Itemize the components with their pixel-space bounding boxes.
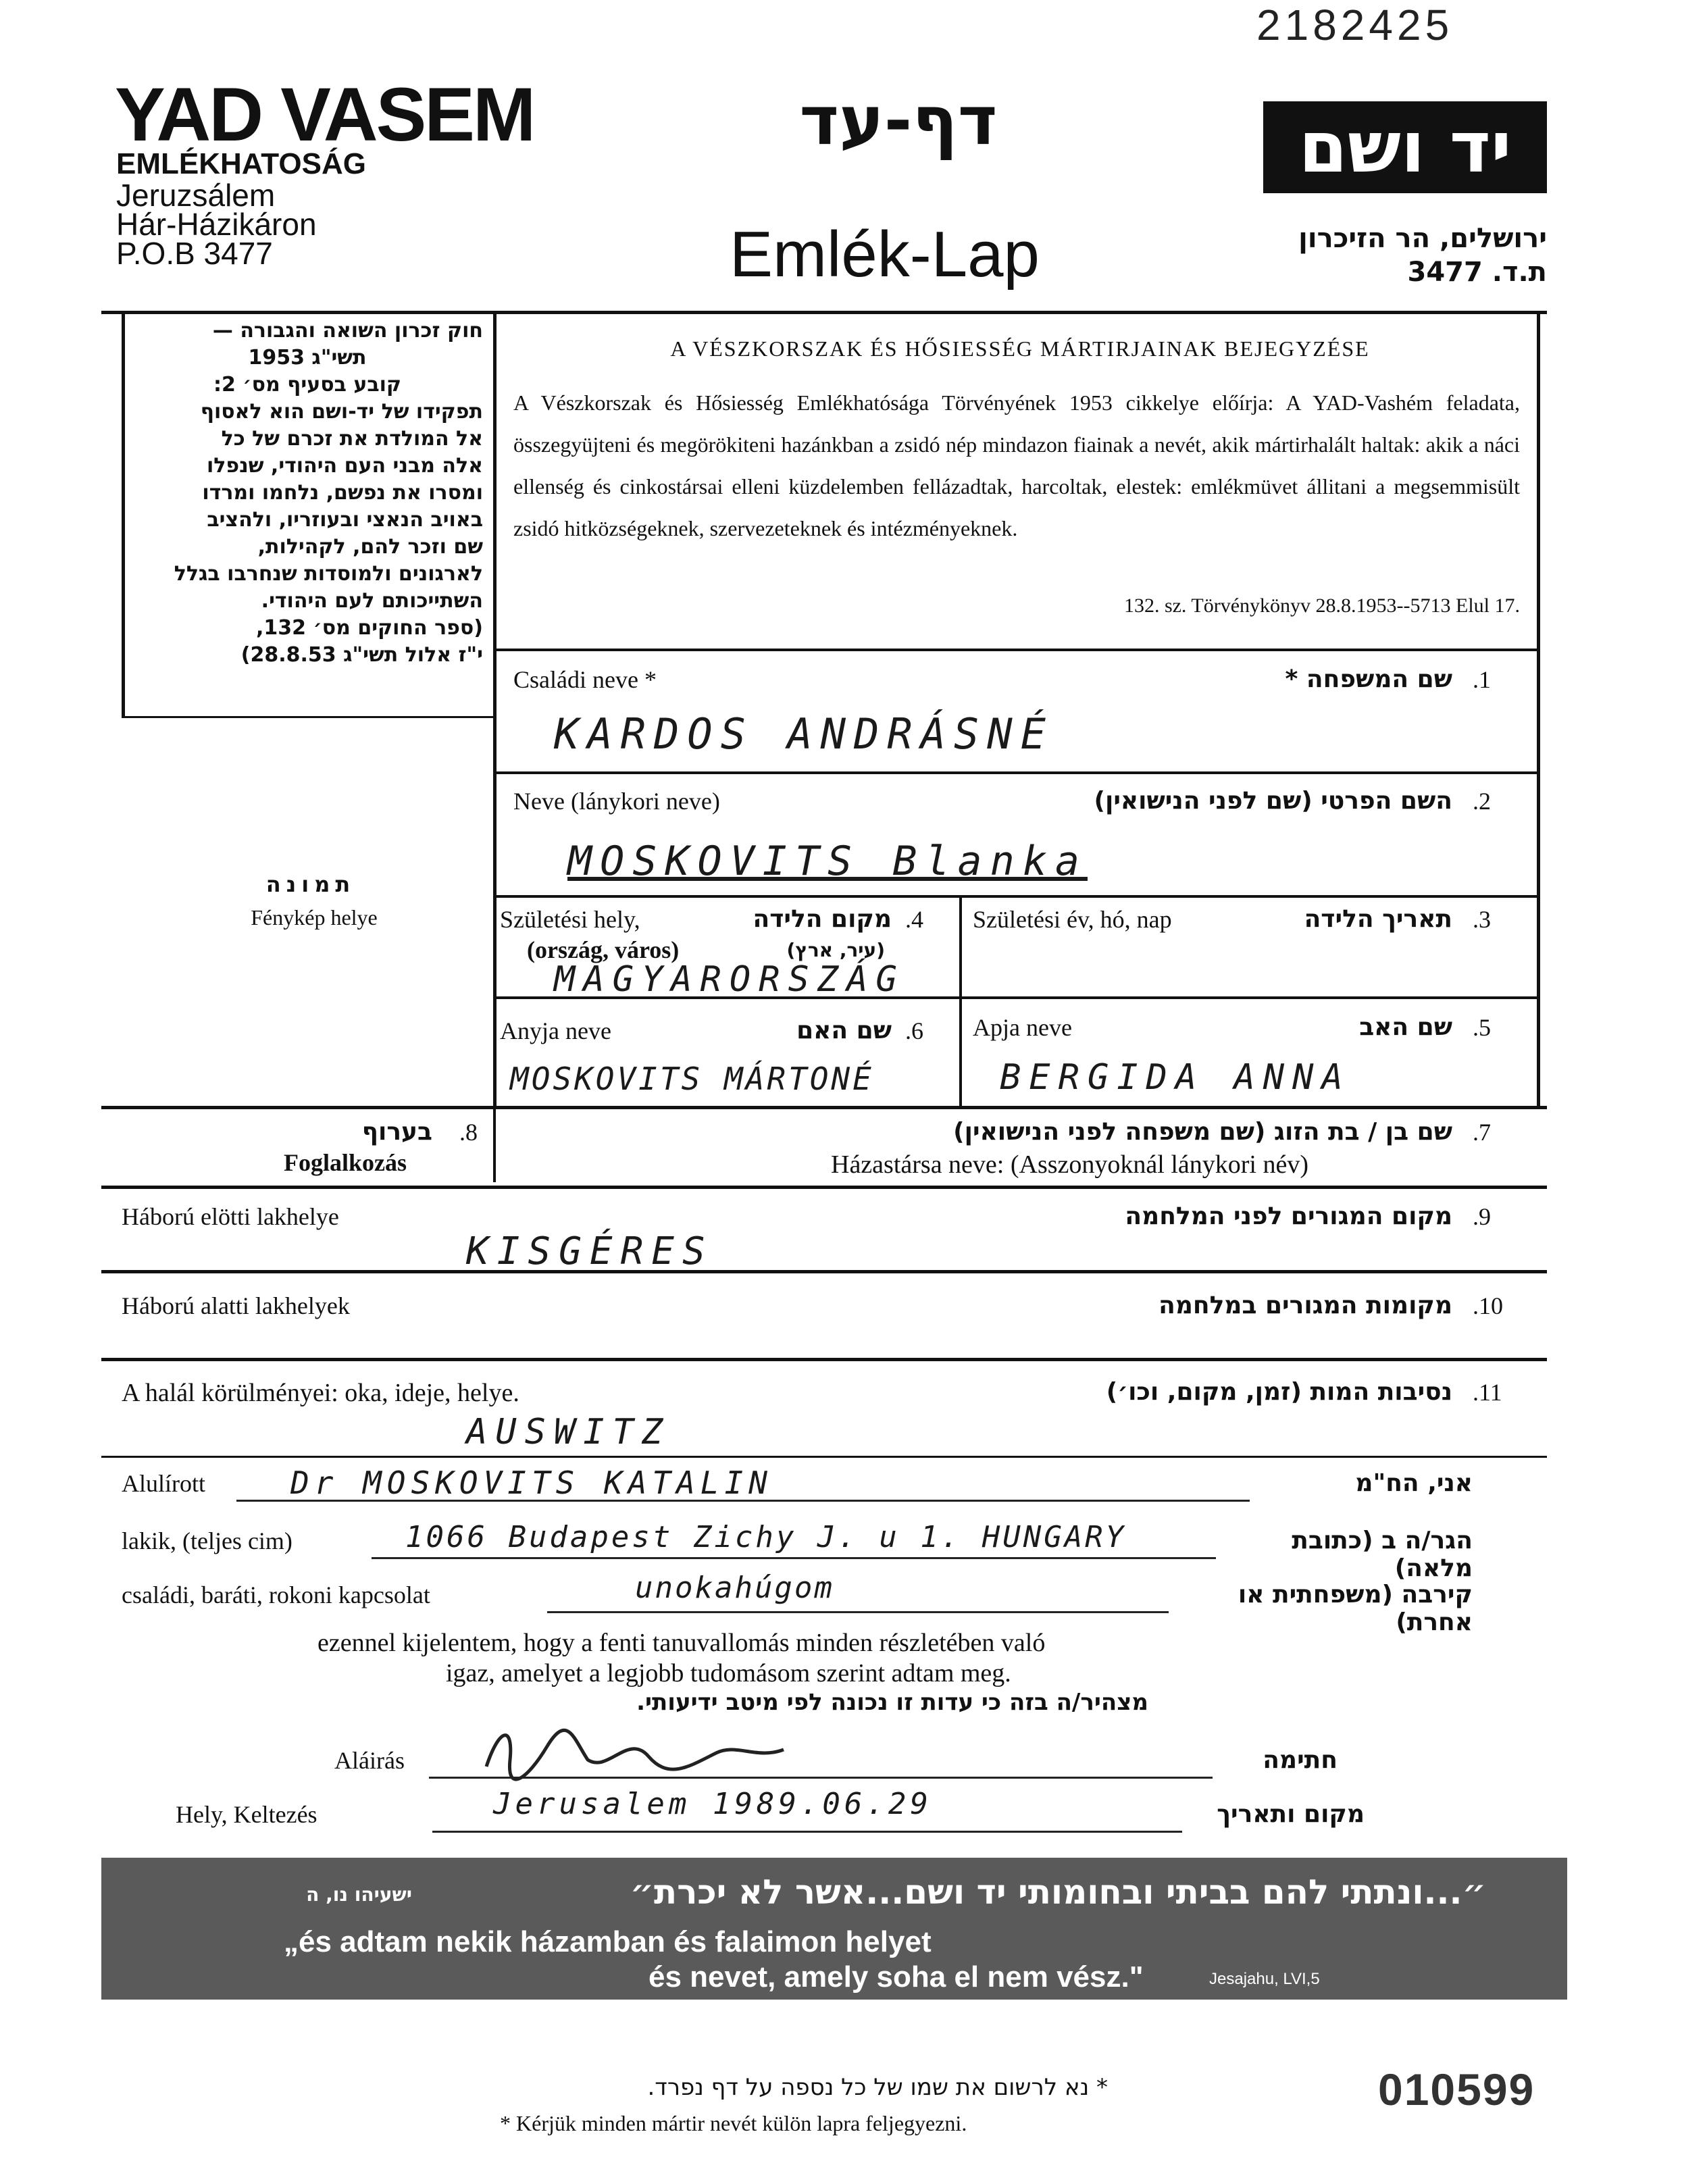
- address-line: Jeruzsálem: [116, 178, 276, 213]
- title-hebrew: דף-עד: [799, 81, 998, 160]
- intro-body: A Vészkorszak és Hősiesség Emlékhatósága Törvényének 1953 cikkelye előírja: A YAD-Vashém feladata, összegyüjteni és megörökiteni hazánkban a zsidó nép mindazon fiainak a nevét, akik mártirhalált haltak: akik a náci ellenség és cinkostársai elleni küzdelemben fellázadtak, harcoltak, elestek: emlékmüvet állitani a megsemmisült zsidó hitközségeknek, szervezeteknek és intézményeknek.: [513, 390, 1520, 540]
- relation-label: családi, baráti, rokoni kapcsolat: [122, 1581, 430, 1608]
- signature-label: Aláirás: [334, 1747, 405, 1774]
- intro-title: A VÉSZKORSZAK ÉS HŐSIESSÉG MÁRTIRJAINAK BEJEGYZÉSE: [670, 336, 1370, 361]
- footer-note: * Kérjük minden mártir nevét külön lapra feljegyezni.: [500, 2111, 967, 2135]
- form-row-rule: [101, 1186, 1547, 1189]
- banner-quote-line: és nevet, amely soha el nem vész.": [648, 1960, 1144, 1993]
- law-line: אל המולדת את זכרם של כל: [221, 427, 483, 451]
- address-value: 1066 Budapest Zichy J. u 1. HUNGARY: [405, 1520, 1127, 1554]
- address-line: P.O.B 3477: [116, 236, 273, 271]
- place-date-underline: [432, 1831, 1182, 1833]
- form-row-rule: [493, 649, 1540, 651]
- law-line: (ספר החוקים מס׳ 132,: [255, 616, 483, 640]
- field-label-hebrew: מקומות המגורים במלחמה: [1159, 1292, 1452, 1319]
- field-label: Házastársa neve: (Asszonyoknál lánykori név): [831, 1150, 1308, 1179]
- field-label: Családi neve *: [513, 666, 657, 693]
- law-line: ומסרו את נפשם, נלחמו ומרדו: [202, 481, 483, 505]
- law-line: קובע בסעיף מס׳ 2:: [213, 373, 402, 397]
- place-date-label: Hely, Keltezés: [176, 1801, 317, 1828]
- field-label-hebrew: השם הפרטי (שם לפני הנישואין): [1094, 787, 1452, 815]
- form-row-rule: [493, 771, 1540, 774]
- law-line: באויב הנאצי ובעוזריו, ולהציב: [207, 508, 483, 532]
- page-title: Emlék-Lap: [730, 218, 1040, 290]
- photo-label-hebrew: תמונה: [265, 871, 356, 897]
- form-right-border: [1537, 312, 1540, 1109]
- org-subtitle: EMLÉKHATOSÁG: [116, 147, 366, 180]
- relation-label-hebrew: קירבה (משפחתית או אחרת): [1238, 1581, 1473, 1636]
- birthplace-value: MAGYARORSZÁG: [554, 959, 905, 1000]
- quote-banner: [101, 1858, 1567, 2000]
- field-label: Foglalkozás: [284, 1149, 407, 1176]
- law-box-bottom: [122, 716, 497, 718]
- field-label: Háború alatti lakhelyek: [122, 1292, 350, 1319]
- address-hebrew: ירושלים, הר הזיכרון: [1298, 223, 1547, 254]
- serial-number: 010599: [1378, 2064, 1535, 2114]
- field-label: Születési év, hó, nap: [973, 906, 1172, 933]
- footer-note-hebrew: * נא לרשום את שמו של כל נספה על דף נפרד.: [647, 2074, 1108, 2101]
- place-date-value: Jerusalem 1989.06.29: [493, 1787, 932, 1821]
- place-date-label-hebrew: מקום ותאריך: [1217, 1800, 1365, 1828]
- field-label: Háború elötti lakhelye: [122, 1203, 339, 1230]
- law-line: שם וזכר להם, לקהילות,: [257, 535, 483, 559]
- field-number: .3: [1473, 906, 1491, 933]
- field-number: .8: [459, 1119, 478, 1146]
- form-col-rule: [493, 1108, 496, 1182]
- photo-label: Fénykép helye: [251, 905, 378, 930]
- statement-line: ezennel kijelentem, hogy a fenti tanuvallomás minden részletében való: [317, 1629, 1046, 1657]
- law-line: אלה מבני העם היהודי, שנפלו: [206, 454, 483, 478]
- field-label-hebrew: מקום המגורים לפני המלחמה: [1125, 1202, 1452, 1230]
- law-box-border: [122, 312, 125, 717]
- statement-line: igaz, amelyet a legjobb tudomásom szerint adtam meg.: [446, 1659, 1011, 1687]
- signature-scribble: [473, 1719, 811, 1787]
- field-number: .1: [1473, 666, 1491, 693]
- form-row-rule: [101, 1358, 1547, 1361]
- first-name-value: MOSKOVITS Blanka: [567, 838, 1088, 885]
- field-label-hebrew: שם המשפחה *: [1285, 665, 1452, 693]
- field-label-hebrew: מקום הלידה: [753, 905, 892, 933]
- law-box-border: [493, 312, 497, 1109]
- law-line: תשי"ג 1953: [248, 346, 367, 370]
- field-number: .10: [1473, 1292, 1503, 1319]
- field-label: (ország, város): [527, 936, 680, 963]
- father-name-value: BERGIDA ANNA: [1000, 1057, 1351, 1098]
- mother-name-value: MOSKOVITS MÁRTONÉ: [510, 1061, 874, 1097]
- prewar-residence-value: KISGÉRES: [466, 1229, 713, 1273]
- relation-value: unokahúgom: [635, 1571, 834, 1605]
- field-number: .9: [1473, 1203, 1491, 1230]
- field-label-hebrew: בערוף: [361, 1118, 432, 1146]
- signer-label: Alulírott: [122, 1470, 205, 1497]
- field-label: Neve (lánykori neve): [513, 788, 720, 815]
- law-line: לארגונים ולמוסדות שנחרבו בגלל: [174, 562, 483, 586]
- address-label: lakik, (teljes cim): [122, 1527, 292, 1554]
- form-row-rule: [101, 1106, 1547, 1109]
- relation-underline: [547, 1611, 1169, 1613]
- signature-label-hebrew: חתימה: [1263, 1746, 1338, 1774]
- address-label-hebrew: הגר/ה ב (כתובת מלאה): [1292, 1527, 1473, 1582]
- intro-citation: 132. sz. Törvénykönyv 28.8.1953--5713 Elul 17.: [1123, 594, 1520, 617]
- field-label-hebrew: נסיבות המות (זמן, מקום, וכו׳): [1106, 1378, 1452, 1406]
- law-line: תפקידו של יד-ושם הוא לאסוף: [200, 400, 483, 424]
- field-number: .7: [1473, 1119, 1491, 1146]
- field-number: .6: [905, 1017, 923, 1044]
- org-name: YAD VASEM: [115, 72, 534, 157]
- signer-value: Dr MOSKOVITS KATALIN: [290, 1465, 773, 1501]
- law-line: י"ז אלול תשי"ג 28.8.53): [240, 643, 483, 667]
- yad-vashem-logo: יד ושם: [1263, 101, 1547, 193]
- banner-quote-line: „és adtam nekik házamban és falaimon helyet: [284, 1925, 932, 1958]
- address-underline: [372, 1557, 1216, 1559]
- statement-hebrew: מצהיר/ה בזה כי עדות זו נכונה לפי מיטב ידיעותי.: [636, 1689, 1148, 1716]
- field-label-hebrew: שם בן / בת הזוג (שם משפחה לפני הנישואין): [953, 1118, 1452, 1146]
- banner-quote-ref: Jesajahu, LVI,5: [1209, 1970, 1320, 1988]
- banner-hebrew-ref: ישעיהו נו, ה: [306, 1883, 412, 1906]
- banner-hebrew-quote: ״...ונתתי להם בביתי ובחומותי יד ושם...אשר לא יכרת״: [630, 1873, 1486, 1912]
- document-number: 2182425: [1256, 1, 1454, 49]
- field-label: Apja neve: [973, 1014, 1072, 1041]
- signer-label-hebrew: אני, הח"מ: [1355, 1469, 1473, 1497]
- field-label: Anyja neve: [500, 1017, 611, 1044]
- field-number: .4: [905, 906, 923, 933]
- form-row-rule: [101, 1456, 1547, 1458]
- field-label: Születési hely,: [500, 906, 640, 933]
- field-label-hebrew: תאריך הלידה: [1304, 905, 1452, 933]
- field-number: .2: [1473, 788, 1491, 815]
- form-row-rule: [493, 895, 1540, 898]
- form-top-rule: [101, 311, 1547, 314]
- field-number: .11: [1473, 1379, 1502, 1406]
- field-label-hebrew: שם האב: [1359, 1013, 1452, 1041]
- field-label-hebrew: (עיר, ארץ): [786, 939, 885, 961]
- address-hebrew-pob: ת.ד. 3477: [1407, 257, 1547, 288]
- form-row-rule: [101, 1270, 1547, 1273]
- address-line: Hár-Házikáron: [116, 207, 317, 242]
- field-label-hebrew: שם האם: [796, 1017, 892, 1044]
- law-box-text: [132, 318, 483, 669]
- field-label: A halál körülményei: oka, ideje, helye.: [122, 1379, 519, 1407]
- field-number: .5: [1473, 1014, 1491, 1041]
- death-circumstances-value: AUSWITZ: [466, 1412, 671, 1452]
- form-col-rule: [959, 896, 962, 1106]
- law-line: השתייכותם לעם היהודי.: [261, 589, 483, 613]
- law-line: חוק זכרון השואה והגבורה —: [212, 319, 483, 342]
- family-name-value: KARDOS ANDRÁSNÉ: [554, 709, 1054, 759]
